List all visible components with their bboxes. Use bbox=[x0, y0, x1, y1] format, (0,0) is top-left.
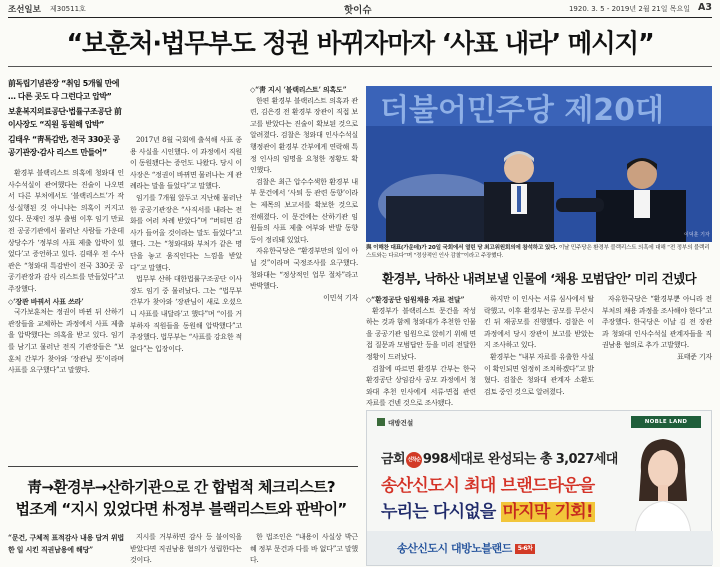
ad-line-1-prefix: 금회 bbox=[381, 452, 405, 467]
paragraph: 검찰은 최근 압수수색한 환경부 내부 문건에서 ‘사퇴 등 관련 동향’이라는 제목의 보고서를 확보한 것으로 전해졌다. 이 문건에는 산하기관 임원들의 사표 제출 여부와 반발 동향 등이 정리돼 있었다. bbox=[250, 177, 358, 244]
ad-footer-title: 송산신도시 대방노블랜드 bbox=[397, 542, 512, 555]
ad-brand-left bbox=[377, 418, 413, 427]
paragraph: 환경부는 “내부 자료를 유출한 사실이 확인되면 엄정히 조치하겠다”고 밝혔다. 검찰은 청와대 관계자 소환도 검토 중인 것으로 알려졌다. bbox=[484, 352, 594, 396]
bottom-headline: 靑→환경부→산하기관으로 간 합법적 체크리스트? bbox=[27, 478, 335, 496]
bottom-column-2 bbox=[130, 532, 242, 566]
article-column-2 bbox=[130, 135, 242, 462]
masthead bbox=[8, 2, 712, 16]
deck-line: … 다른 곳도 다 그런다고 압박” bbox=[8, 91, 112, 101]
bottom-column-3 bbox=[250, 532, 358, 566]
secondary-column-2 bbox=[484, 294, 594, 402]
subheading: ◇“환경공단 임원채용 자료 전달” bbox=[366, 295, 465, 304]
ad-line-1 bbox=[381, 448, 618, 468]
article-column-3 bbox=[250, 84, 358, 462]
bottom-column-1 bbox=[8, 532, 124, 566]
bottom-subheadline: 법조계 “지시 있었다면 朴정부 블랙리스트와 판박이” bbox=[15, 500, 347, 518]
newspaper-logo: 조선일보 bbox=[8, 5, 41, 15]
issue-date: 1920. 3. 5 - 2019년 2월 21일 목요일 bbox=[568, 5, 690, 13]
news-photo bbox=[366, 86, 712, 242]
photo-caption bbox=[366, 244, 712, 260]
headline-rule bbox=[8, 66, 712, 67]
paragraph: 한편 환경부 블랙리스트 의혹과 관련, 김은경 전 환경부 장관이 직접 보고를 받았다는 진술이 확보된 것으로 알려졌다. 검찰은 청와대 인사수석실 행정관이 환경부 간부에게 연락해 특정 인사의 임명을 요청한 정황도 확인했다. bbox=[250, 96, 358, 175]
paragraph: 한 법조인은 “내용이 사실상 박근혜 정부 문건과 다를 바 없다”고 말했다. bbox=[250, 533, 358, 565]
section-title: 핫이슈 bbox=[344, 5, 372, 16]
subheading: ◇‘장관 바꿔서 사표 쓰라’ bbox=[8, 296, 84, 306]
paragraph: 검찰에 따르면 환경부 간부는 한국환경공단 상임감사 공모 과정에서 청와대 추천 인사에게 서류·면접 관련 자료를 건넨 것으로 조사됐다. bbox=[366, 364, 476, 408]
ad-footer-tag: 5-6차 bbox=[515, 544, 536, 554]
main-headline: “보훈처·법무부도 정권 바뀌자마자 ‘사표 내라’ 메시지” bbox=[66, 29, 654, 59]
secondary-headline: 환경부, 낙하산 내려보낼 인물에 ‘채용 모범답안’ 미리 건넸다 bbox=[381, 271, 697, 286]
ad-line-3-text: 누리는 다시없을 bbox=[381, 502, 496, 522]
caption-body: 이날 민주당은 환경부 블랙리스트 의혹에 대해 “전 정부의 블랙리스트와는 다르다”며 “정상적인 인사 감찰”이라고 주장했다. bbox=[366, 245, 710, 259]
paragraph: 자유한국당은 “환경부만의 일이 아닐 것”이라며 국정조사를 요구했다. 청와대는 “정상적인 업무 절차”라고 반박했다. bbox=[250, 247, 358, 291]
paragraph: 2017년 8월 국회에 출석해 사표 종용 사실을 시인했다. 이 과정에서 직원이 동원됐다는 증언도 나왔다. 당시 이사장은 “정권이 바뀌면 물러나는 게 관례라는 말을 들었다”고 말했다. bbox=[130, 136, 242, 191]
byline: 이민석 기자 bbox=[323, 293, 358, 302]
bottom-deck: “문건, 구체적 표적감사 내용 담겨 위법한 일 시킨 직권남용에 해당” bbox=[8, 533, 124, 554]
paragraph: 법무부 산하 대한법률구조공단 이사장도 임기 중 물러났다. 그는 “법무부 간부가 찾아와 ‘장관님이 새로 오셨으니 사표를 내달라’고 했다”며 “이를 거부하자 직원들을 동원해 압박했다”고 주장했다. 법무부는 “사표를 강요한 적 없다”는 입장이다. bbox=[130, 275, 242, 353]
caption-title: 與 이해찬 대표(가운데)가 20일 국회에서 열린 당 최고위원회의에 참석하고 있다. bbox=[366, 245, 558, 251]
backdrop-banner-text: 더불어민주당 제20대 bbox=[380, 93, 665, 128]
issue-number: 제30511호 bbox=[50, 5, 86, 13]
paragraph: 자유한국당은 “환경부뿐 아니라 전 부처의 채용 과정을 조사해야 한다”고 주장했다. 한국당은 이날 김 전 장관과 청와대 인사수석실 관계자들을 직권남용 혐의로 추가 고발했다. bbox=[602, 295, 712, 350]
advertisement[interactable] bbox=[366, 410, 712, 566]
ad-line-1-text: 998세대로 완성되는 총 3,027세대 bbox=[422, 452, 618, 467]
bottom-rule bbox=[8, 466, 358, 467]
ad-model-image bbox=[627, 431, 699, 535]
ad-line-2: 송산신도시 최대 브랜드타운을 bbox=[381, 476, 595, 496]
secondary-column-1 bbox=[366, 294, 476, 408]
top-rule bbox=[8, 17, 712, 18]
ad-brand-right: NOBLE LAND bbox=[631, 416, 701, 428]
photo-credit: 이덕훈 기자 bbox=[684, 232, 710, 238]
deck-line: 김태우 “靑특감반, 전국 330곳 공공기관장·감사 리스트 만들어” bbox=[8, 135, 120, 157]
paragraph: 하지만 이 인사는 서류 심사에서 탈락했고, 이후 환경부는 공모를 무산시킨 뒤 재공모를 진행했다. 검찰은 이 과정에서 당시 장관이 보고를 받았는지 조사하고 있다. bbox=[484, 295, 594, 350]
deck-line: 보훈복지의료공단·법률구조공단 前이사장도 “직원 동원해 압박” bbox=[8, 107, 122, 129]
paragraph: 환경부가 블랙리스트 문건을 작성하는 것과 함께 청와대가 추천한 인물을 공공기관 임원으로 앉히기 위해 면접 질문과 모범답안 등을 미리 전달한 정황이 드러났다. bbox=[366, 306, 476, 361]
page-number: A3 bbox=[698, 2, 712, 13]
byline: 표태준 기자 bbox=[677, 352, 712, 361]
ad-highlight: 마지막 기회! bbox=[502, 502, 593, 522]
secondary-column-3 bbox=[602, 294, 712, 402]
article-column-1 bbox=[8, 168, 124, 462]
ad-badge: 선착순 bbox=[406, 452, 422, 468]
ad-footer bbox=[367, 531, 713, 565]
subheading: ◇“靑 지시 ‘블랙리스트’ 의혹도” bbox=[250, 85, 347, 94]
paragraph: 환경부 블랙리스트 의혹에 청와대 인사수석실이 관여했다는 진술이 나오면서 다른 부처에서도 ‘블랙리스트’가 작성·실행된 것 아니냐는 의혹이 커지고 있다. 문재인 정부 출범 이후 임기 만료 전 공공기관에서 물러난 사람들 가운데 상당수가 ‘정부의 사표 제출 압박이 있었다’고 증언하고 있다. 김태우 전 수사관은 “청와대 특감반이 전국 330곳 공공기관장과 감사 리스트를 만들었다”고 주장했다. bbox=[8, 169, 124, 293]
paragraph: 국가보훈처는 정권이 바뀐 뒤 산하기관장들을 교체하는 과정에서 사표 제출을 압박했다는 의혹을 받고 있다. 임기를 남기고 물러난 전직 기관장들은 “보훈처 간부가 찾아와 ‘장관님 뜻’이라며 사표를 요구했다”고 말했다. bbox=[8, 308, 124, 375]
ad-footer-name bbox=[397, 540, 535, 556]
paragraph: 지시를 거부하면 감사 등 불이익을 받았다면 직권남용 혐의가 성립한다는 것이다. bbox=[130, 533, 242, 565]
ad-brand-name: 대방건설 bbox=[388, 419, 414, 427]
meeting-photo bbox=[366, 86, 712, 242]
ad-line-3 bbox=[381, 497, 595, 522]
paragraph: 임기를 7개월 앞두고 지난해 물러난 한 공공기관장은 “사직서를 내라는 전화를 여러 차례 받았다”며 “버티면 감사가 들어올 것이라는 말도 들었다”고 했다. 그는 “청와대와 부처가 같은 명단을 놓고 움직인다는 느낌을 받았다”고 말했다. bbox=[130, 193, 242, 272]
deck-line: 前독립기념관장 “취임 5개월 만에 bbox=[8, 79, 120, 88]
brand-logo-icon bbox=[377, 418, 385, 426]
deck bbox=[8, 78, 124, 160]
